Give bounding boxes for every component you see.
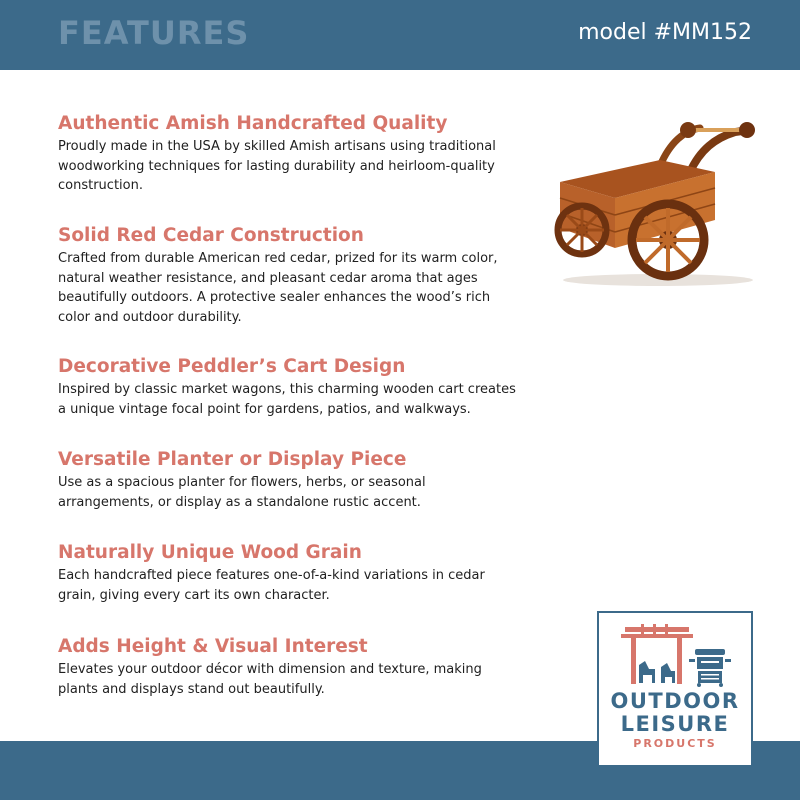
feature-heading: Decorative Peddler’s Cart Design — [58, 356, 406, 377]
model-number: model #MM152 — [578, 20, 752, 45]
product-image — [540, 120, 770, 290]
logo-text-outdoor: OUTDOOR — [610, 689, 740, 713]
header-bar — [0, 0, 800, 70]
logo-text-leisure: LEISURE — [620, 712, 730, 736]
feature-item — [58, 636, 488, 699]
feature-heading: Solid Red Cedar Construction — [58, 225, 364, 246]
page-title: FEATURES — [58, 14, 250, 52]
feature-description: Elevates your outdoor décor with dimension and texture, making plants and displays stand out beautifully. — [58, 662, 482, 697]
feature-description: Crafted from durable American red cedar, prized for its warm color, natural weather resistance, and pleasant cedar aroma that ages beautifully outdoors. A protective sealer enhances the wood’s rich color and outdoor durability. — [58, 251, 498, 325]
feature-item — [58, 113, 518, 196]
pergola-icon — [621, 621, 731, 687]
feature-description: Inspired by classic market wagons, this charming wooden cart creates a unique vintage focal point for gardens, patios, and walkways. — [58, 382, 516, 417]
feature-description: Use as a spacious planter for flowers, herbs, or seasonal arrangements, or display as a standalone rustic accent. — [58, 475, 426, 510]
feature-heading: Naturally Unique Wood Grain — [58, 542, 362, 563]
feature-item — [58, 225, 518, 327]
feature-item — [58, 542, 508, 605]
feature-description: Proudly made in the USA by skilled Amish artisans using traditional woodworking techniques for lasting durability and heirloom-quality construction. — [58, 139, 496, 193]
feature-item — [58, 356, 518, 419]
feature-item — [58, 449, 488, 512]
feature-heading: Versatile Planter or Display Piece — [58, 449, 407, 470]
wooden-cart-illustration — [540, 120, 770, 290]
feature-heading: Adds Height & Visual Interest — [58, 636, 368, 657]
feature-description: Each handcrafted piece features one-of-a-kind variations in cedar grain, giving every cart its own character. — [58, 568, 485, 603]
logo-text-products: PRODUCTS — [633, 737, 717, 750]
brand-logo — [597, 611, 753, 767]
feature-heading: Authentic Amish Handcrafted Quality — [58, 113, 448, 134]
